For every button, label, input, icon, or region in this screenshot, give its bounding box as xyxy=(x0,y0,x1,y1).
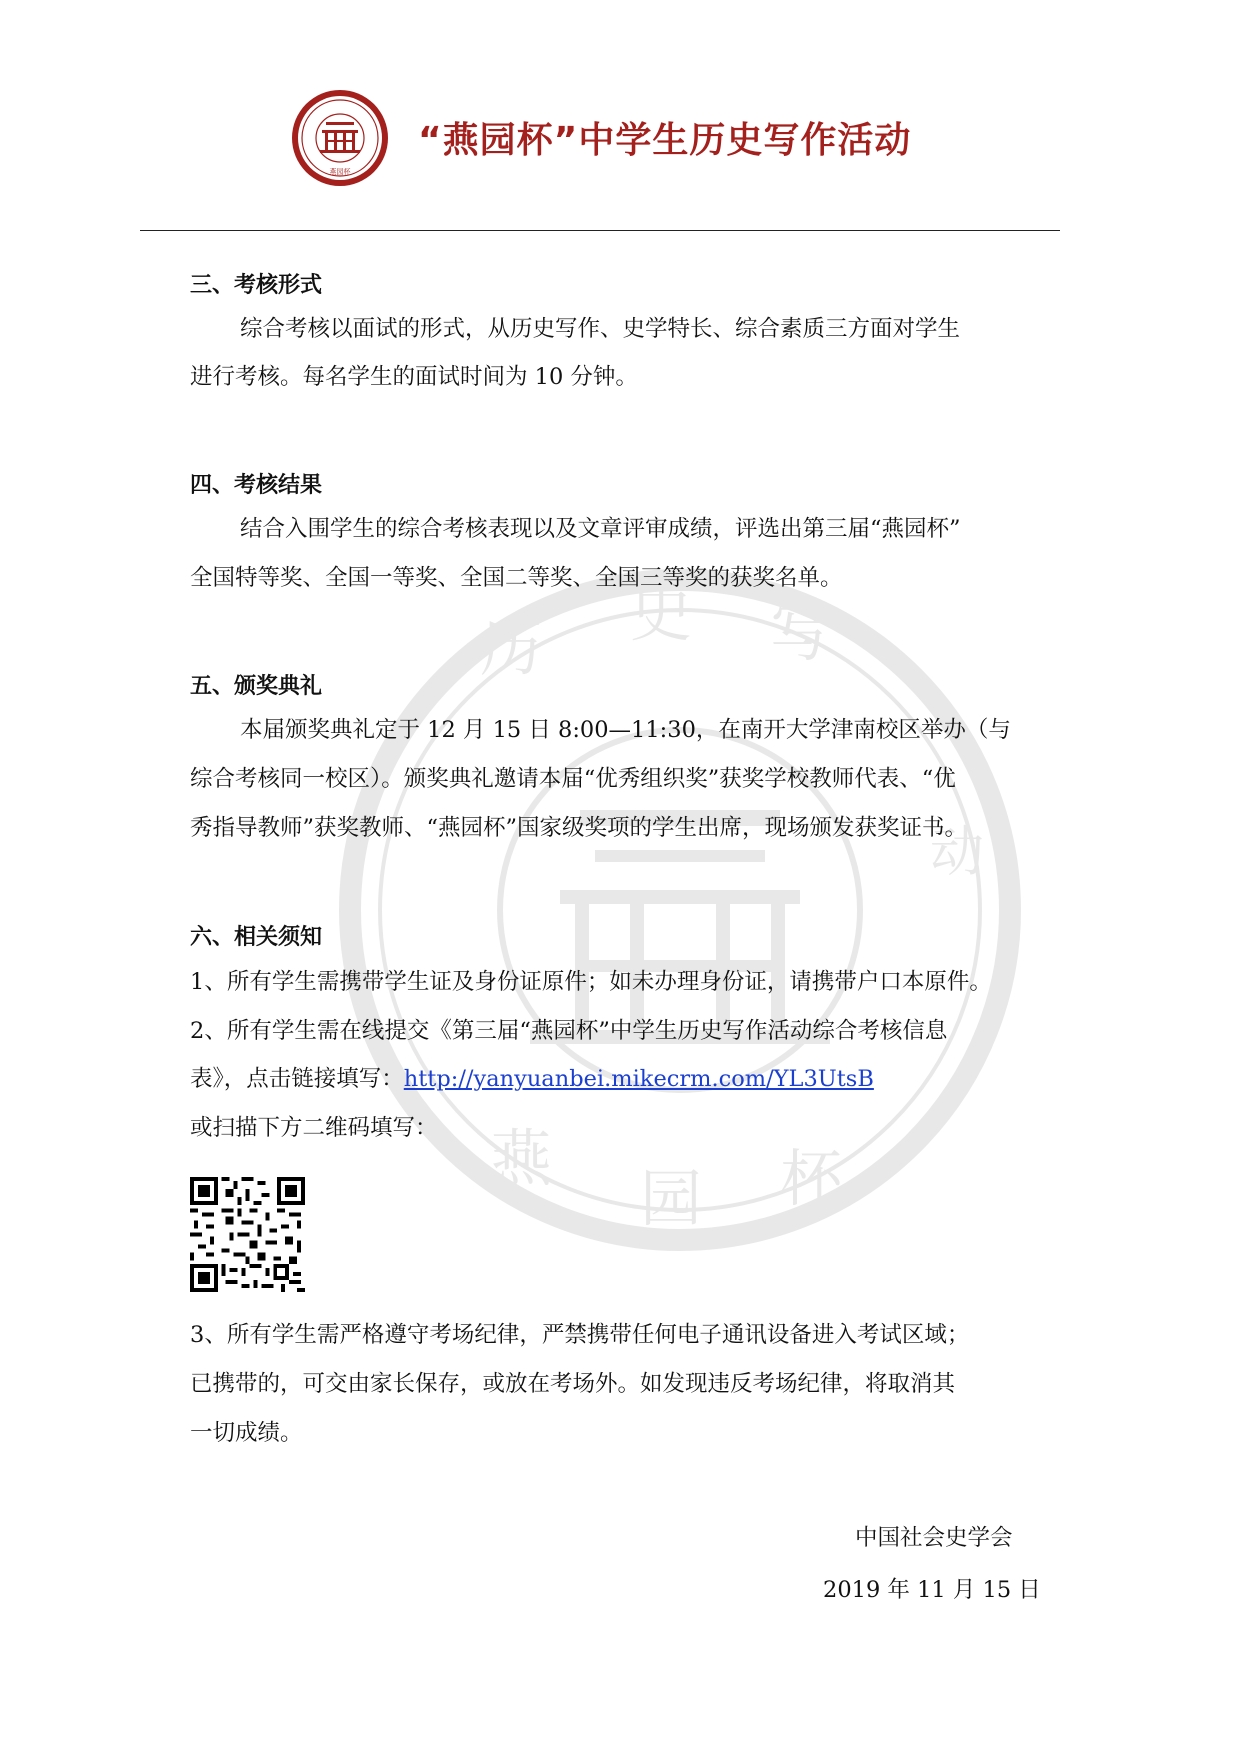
page-title: “燕园杯”中学生历史写作活动 xyxy=(418,120,912,161)
watermark-char-5: 园 xyxy=(640,1162,703,1235)
watermark-char-7: 动 xyxy=(930,820,984,883)
signature-organization: 中国社会史学会 xyxy=(855,1525,1013,1551)
section-heading-5: 五、颁奖典礼 xyxy=(190,674,323,699)
section-3-line-2: 进行考核。每名学生的面试时间为 10 分钟。 xyxy=(190,364,638,390)
form-link[interactable]: http://yanyuanbei.mikecrm.com/YL3UtsB xyxy=(403,1066,874,1092)
notice-item-1: 1、所有学生需携带学生证及身份证原件；如未办理身份证，请携带户口本原件。 xyxy=(190,969,992,995)
section-3-line-1: 综合考核以面试的形式，从历史写作、史学特长、综合素质三方面对学生 xyxy=(240,316,961,342)
watermark-char-1: 历 xyxy=(480,612,543,685)
organization-logo xyxy=(290,88,390,188)
notice-item-2-prefix: 表》，点击链接填写： xyxy=(190,1066,404,1092)
watermark-char-3: 写 xyxy=(770,597,833,670)
section-heading-4: 四、考核结果 xyxy=(190,473,323,498)
watermark-seal xyxy=(330,560,1030,1260)
section-heading-3: 三、考核形式 xyxy=(190,273,323,298)
notice-item-2-line-3: 或扫描下方二维码填写： xyxy=(190,1115,438,1141)
section-5-line-3: 秀指导教师”获奖教师、“燕园杯”国家级奖项的学生出席，现场颁发获奖证书。 xyxy=(190,815,968,841)
watermark-char-6: 杯 xyxy=(780,1142,843,1215)
watermark-char-2: 史 xyxy=(630,577,693,650)
notice-item-3-line-2: 已携带的，可交由家长保存，或放在考场外。如发现违反考场纪律，将取消其 xyxy=(190,1371,956,1397)
signature-date: 2019 年 11 月 15 日 xyxy=(823,1577,1041,1603)
logo-text: 燕园杯 xyxy=(329,168,351,176)
header-divider xyxy=(140,230,1060,231)
section-heading-6: 六、相关须知 xyxy=(190,925,323,950)
section-4-line-1: 结合入围学生的综合考核表现以及文章评审成绩，评选出第三届“燕园杯” xyxy=(240,516,961,542)
notice-item-2-line-1: 2、所有学生需在线提交《第三届“燕园杯”中学生历史写作活动综合考核信息 xyxy=(190,1018,948,1044)
section-5-line-1: 本届颁奖典礼定于 12 月 15 日 8:00—11:30，在南开大学津南校区举办（与 xyxy=(240,717,1011,743)
notice-item-3-line-1: 3、所有学生需严格遵守考场纪律，严禁携带任何电子通讯设备进入考试区域； xyxy=(190,1322,970,1348)
notice-item-3-line-3: 一切成绩。 xyxy=(190,1420,303,1446)
section-4-line-2: 全国特等奖、全国一等奖、全国二等奖、全国三等奖的获奖名单。 xyxy=(190,565,843,591)
notice-item-2-line-2 xyxy=(190,1064,874,1094)
watermark-char-4: 燕 xyxy=(490,1122,553,1195)
section-5-line-2: 综合考核同一校区）。颁奖典礼邀请本届“优秀组织奖”获奖学校教师代表、“优 xyxy=(190,766,956,792)
qr-code xyxy=(190,1177,305,1292)
